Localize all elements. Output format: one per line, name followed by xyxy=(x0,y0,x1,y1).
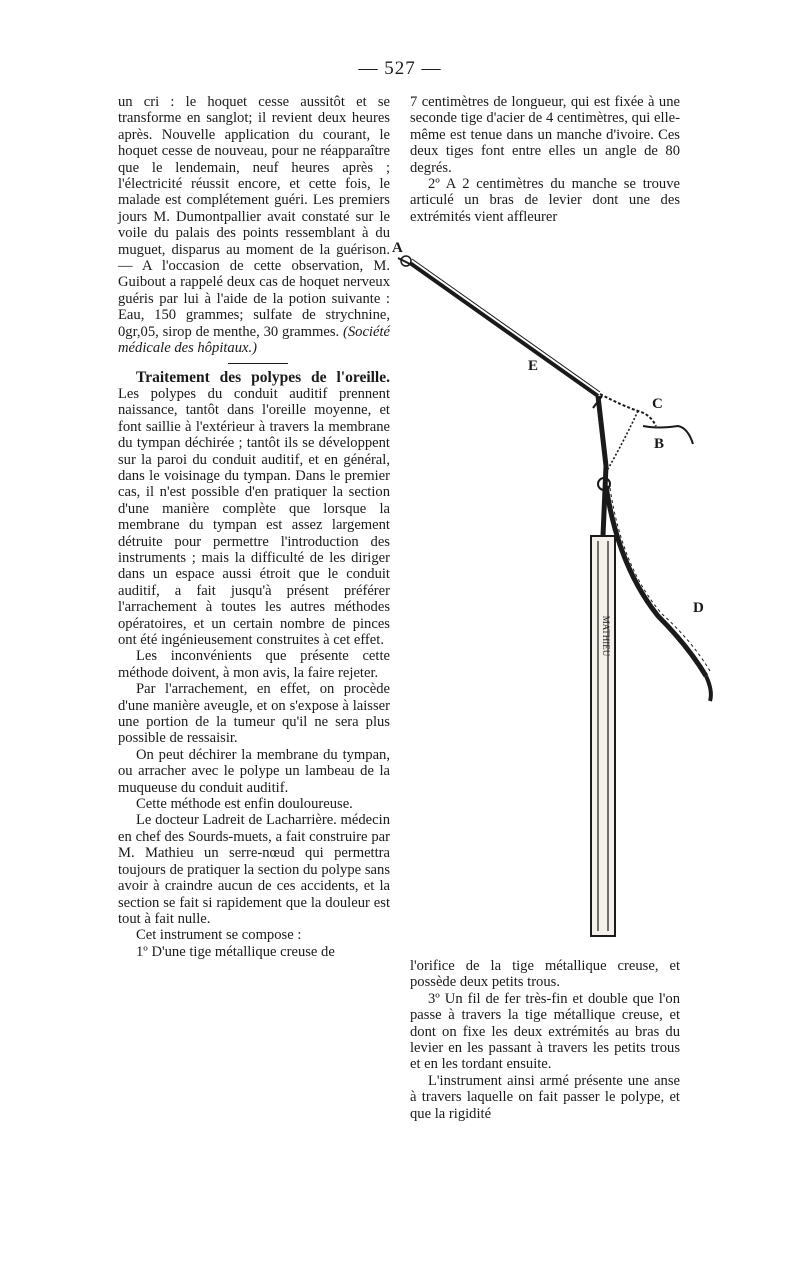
paragraph: Par l'arrachement, en effet, on procède d'une manière aveugle, et on s'expose à laisser une portion de la tumeur qu'il ne sera plus possible de ressaisir. xyxy=(118,681,390,747)
ivory-handle xyxy=(591,536,615,936)
paragraph: 3º Un fil de fer très-fin et double que l'on passe à travers la tige métallique creuse, et dont on fixe les deux extrémités au bras du levier en les passant à travers les petits trous et en les tordant ensuite. xyxy=(410,990,680,1073)
label-a: A xyxy=(392,240,403,256)
handle-inscription: MATHIEU xyxy=(601,615,611,657)
wire-loop xyxy=(600,394,656,426)
page-number: — 527 — xyxy=(358,58,442,79)
paragraph: On peut déchirer la membrane du tympan, ou arracher avec le polype un lambeau de la muqueuse du conduit auditif. xyxy=(118,746,390,796)
paragraph: Les inconvénients que présente cette méthode doivent, à mon avis, la faire rejeter. xyxy=(118,648,390,681)
section-heading: Traitement des polypes de l'oreille. xyxy=(136,368,390,386)
left-column xyxy=(118,94,390,960)
wire-ends xyxy=(643,426,693,444)
right-column-bottom xyxy=(410,958,680,1122)
label-e: E xyxy=(528,358,539,374)
paragraph: un cri : le hoquet cesse aussitôt et se transforme en sanglot; il revient deux heures après. Nouvelle application du courant, le hoquet cesse de nouveau, pour ne réapparaître que le lendemain, neuf heures après ; l'électricité réussit encore, et cette fois, le malade est complétement guéri. Les premiers jours M. Dumontpallier avait constaté sur le voile du palais des points ressemblant à du muguet, disparus au moment de la guérison. — A l'occasion de cette observation, M. Guibout a rappelé deux cas de hoquet nerveux guéris par lui à l'aide de la potion suivante : Eau, 150 grammes; sulfate de strychnine, 0gr,05, sirop de menthe, 30 grammes. (Société médicale des hôpitaux.) xyxy=(118,94,390,357)
instrument-figure xyxy=(388,236,718,956)
lever-arm xyxy=(606,486,706,676)
label-b: B xyxy=(654,436,665,452)
paragraph: Cette méthode est enfin douloureuse. xyxy=(136,796,353,813)
right-column-top xyxy=(410,94,680,225)
label-d: D xyxy=(693,600,704,616)
paragraph: 1º D'une tige métallique creuse de xyxy=(136,943,335,960)
paragraph: Le docteur Ladreit de Lacharrière. médecin en chef des Sourds-muets, a fait construire par M. Mathieu un serre-nœud qui permettra toujours de pratiquer la section du polype sans avoir à craindre aucun de ces accidents, et la section se fait si rapidement que la douleur est tout à fait nulle. xyxy=(118,812,390,927)
paragraph: 2º A 2 centimètres du manche se trouve articulé un bras de levier dont une des extrémités vient affleurer xyxy=(410,176,680,225)
paragraph: l'orifice de la tige métallique creuse, et possède deux petits trous. xyxy=(410,958,680,991)
source-citation: (Société médicale des hôpitaux.) xyxy=(118,323,390,357)
paragraph: L'instrument ainsi armé présente une anse à travers laquelle on fait passer le polype, et que la rigidité xyxy=(410,1072,680,1122)
divider xyxy=(228,363,288,364)
steel-rod xyxy=(598,396,606,536)
paragraph: Cet instrument se compose : xyxy=(136,927,302,944)
paragraph: 7 centimètres de longueur, qui est fixée à une seconde tige d'acier de 4 centimètres, qui elle-même est tenue dans un manche d'ivoire. Ces deux tiges font entre elles un angle de 80 degrés. xyxy=(410,94,680,176)
paragraph: Traitement des polypes de l'oreille. Les polypes du conduit auditif prennent naissance, tantôt dans l'oreille moyenne, et font saillie à l'extérieur à travers la membrane du tympan déchirée ; tantôt ils se développent sur la paroi du conduit auditif, et en général, dans le voisinage du tympan. Dans le premier cas, il n'est possible d'en pratiquer la section d'une manière complète que lorsque la membrane du tympan est assez largement détruite pour permettre l'introduction des instruments ; mais la difficulté de les diriger dans un espace aussi étroit que le conduit auditif, a fait jusqu'à présent préférer l'arrachement à toutes les autres méthodes opératoires, et un certain nombre de pinces ont été ingénieusement construites à cet effet. xyxy=(118,368,390,648)
hollow-tube xyxy=(410,263,598,396)
serre-noeud-illustration xyxy=(388,236,718,956)
label-c: C xyxy=(652,396,663,412)
